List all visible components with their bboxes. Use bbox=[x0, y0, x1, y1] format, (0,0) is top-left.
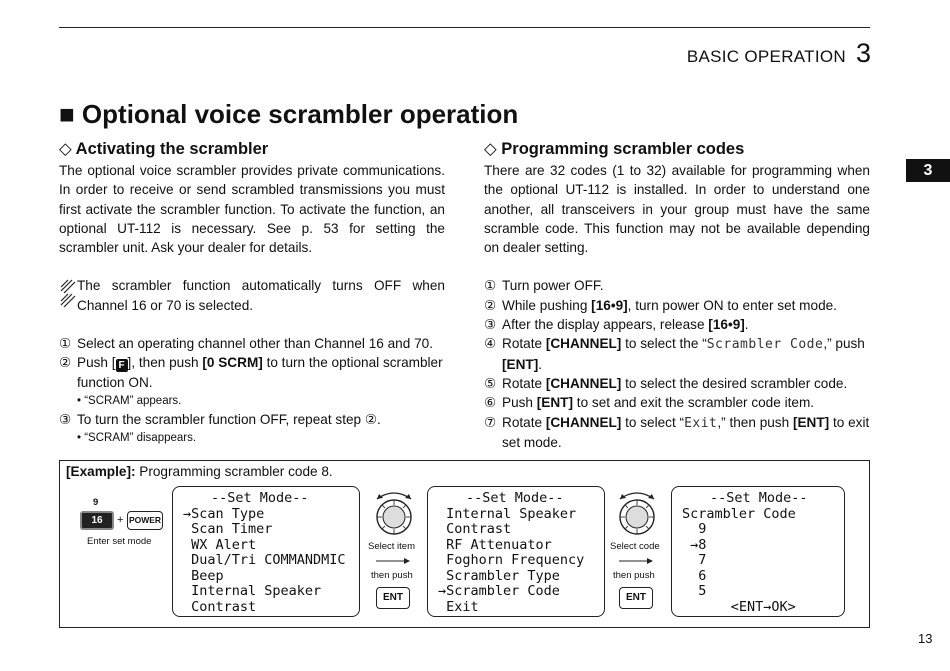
then-push-caption: then push bbox=[371, 570, 413, 581]
note-icon bbox=[59, 279, 77, 309]
ent-button: ENT bbox=[619, 587, 653, 609]
note bbox=[59, 276, 445, 315]
step-text: Push [ENT] to set and exit the scrambler code item. bbox=[502, 395, 815, 411]
left-heading: ◇ Activating the scrambler bbox=[59, 140, 269, 158]
example-box bbox=[59, 460, 870, 628]
right-step-7 bbox=[484, 413, 870, 453]
page-number: 13 bbox=[918, 631, 933, 646]
step-text: To turn the scrambler function OFF, repeat step ②. bbox=[77, 411, 381, 427]
left-step-2 bbox=[59, 353, 445, 392]
step-text: Push [ F ], then push [0 SCRM] to turn the optional scrambler function ON. bbox=[77, 355, 443, 390]
right-step-1 bbox=[484, 276, 870, 295]
step-text: While pushing [16•9], turn power ON to enter set mode. bbox=[502, 297, 837, 313]
example-label: [Example]: Programming scrambler code 8. bbox=[66, 464, 333, 479]
header-rule bbox=[59, 27, 870, 28]
header-chapter: 3 bbox=[855, 38, 871, 68]
power-button: POWER bbox=[127, 511, 163, 530]
step-text: Rotate [CHANNEL] to select the desired scrambler code. bbox=[502, 375, 848, 391]
step-number: ② bbox=[484, 297, 497, 313]
right-step-3 bbox=[484, 315, 870, 334]
right-step-5 bbox=[484, 374, 870, 393]
step-text: Rotate [CHANNEL] to select “Exit,” then push [ENT] to exit set mode. bbox=[502, 414, 870, 450]
key-16-button: 16 bbox=[80, 511, 114, 530]
page-header bbox=[687, 38, 871, 69]
left-column bbox=[59, 138, 445, 447]
arrow-right-icon bbox=[376, 557, 410, 565]
lcd-display-1: --Set Mode-- →Scan Type Scan Timer WX Alert Dual/Tri COMMANDMIC Beep Internal Speaker Contrast bbox=[172, 486, 360, 617]
enter-set-mode-caption: Enter set mode bbox=[87, 536, 152, 547]
key-top-label: 9 bbox=[93, 497, 99, 508]
right-intro: There are 32 codes (1 to 32) available for programming when the optional UT-112 is installed. In order to understand one another, all transceivers in your group must have the same scramble code. This function may not be available depending on dealer setting. bbox=[484, 163, 870, 256]
f-key-icon: F bbox=[116, 359, 128, 372]
right-step-2 bbox=[484, 296, 870, 315]
step-text: After the display appears, release [16•9]. bbox=[502, 317, 749, 333]
step-number: ③ bbox=[484, 317, 497, 333]
step-text: Rotate [CHANNEL] to select the “Scrambler Code,” push [ENT]. bbox=[502, 336, 865, 372]
lcd-display-3: --Set Mode-- Scrambler Code 9 →8 7 6 5 <ENT→OK> bbox=[671, 486, 845, 617]
step-number: ① bbox=[59, 336, 72, 352]
step-number: ② bbox=[59, 355, 72, 371]
step-text: Select an operating channel other than Channel 16 and 70. bbox=[77, 336, 433, 352]
step-number: ④ bbox=[484, 336, 497, 352]
chapter-tab: 3 bbox=[906, 159, 950, 182]
ent-button: ENT bbox=[376, 587, 410, 609]
lcd-display-2: --Set Mode-- Internal Speaker Contrast RF Attenuator Foghorn Frequency Scrambler Type →Scrambler Code Exit bbox=[427, 486, 605, 617]
right-heading: ◇ Programming scrambler codes bbox=[484, 140, 745, 158]
right-step-6 bbox=[484, 393, 870, 412]
step-number: ① bbox=[484, 278, 497, 294]
scrm-key: [0 SCRM] bbox=[202, 355, 263, 371]
right-column bbox=[484, 138, 870, 452]
arrow-right-icon bbox=[619, 557, 653, 565]
step-number: ⑥ bbox=[484, 395, 497, 411]
left-intro: The optional voice scrambler provides private communications. In order to receive or send scrambled transmissions you must first activate the scrambler function. To activate the function, an optional UT-112 is necessary. See p. 53 for setting the scrambler unit. Ask your dealer for details. bbox=[59, 163, 445, 256]
step-number: ⑤ bbox=[484, 375, 497, 391]
channel-knob-icon bbox=[612, 485, 662, 537]
select-item-caption: Select item bbox=[368, 541, 415, 552]
left-step-3 bbox=[59, 410, 445, 429]
step-number: ⑦ bbox=[484, 414, 497, 430]
left-step-3-bullet: • “SCRAM” disappears. bbox=[77, 432, 197, 445]
note-text: The scrambler function automatically turns OFF when Channel 16 or 70 is selected. bbox=[77, 278, 445, 313]
select-code-caption: Select code bbox=[610, 541, 660, 552]
plus-sign: + bbox=[117, 514, 124, 526]
right-step-4 bbox=[484, 334, 870, 374]
page-title: ■ Optional voice scrambler operation bbox=[59, 99, 519, 129]
step-number: ③ bbox=[59, 411, 72, 427]
left-step-2-bullet: • “SCRAM” appears. bbox=[77, 394, 182, 407]
channel-knob-icon bbox=[369, 485, 419, 537]
then-push-caption: then push bbox=[613, 570, 655, 581]
step-text: Turn power OFF. bbox=[502, 278, 604, 294]
left-step-1 bbox=[59, 334, 445, 353]
header-section: BASIC OPERATION bbox=[686, 47, 846, 66]
